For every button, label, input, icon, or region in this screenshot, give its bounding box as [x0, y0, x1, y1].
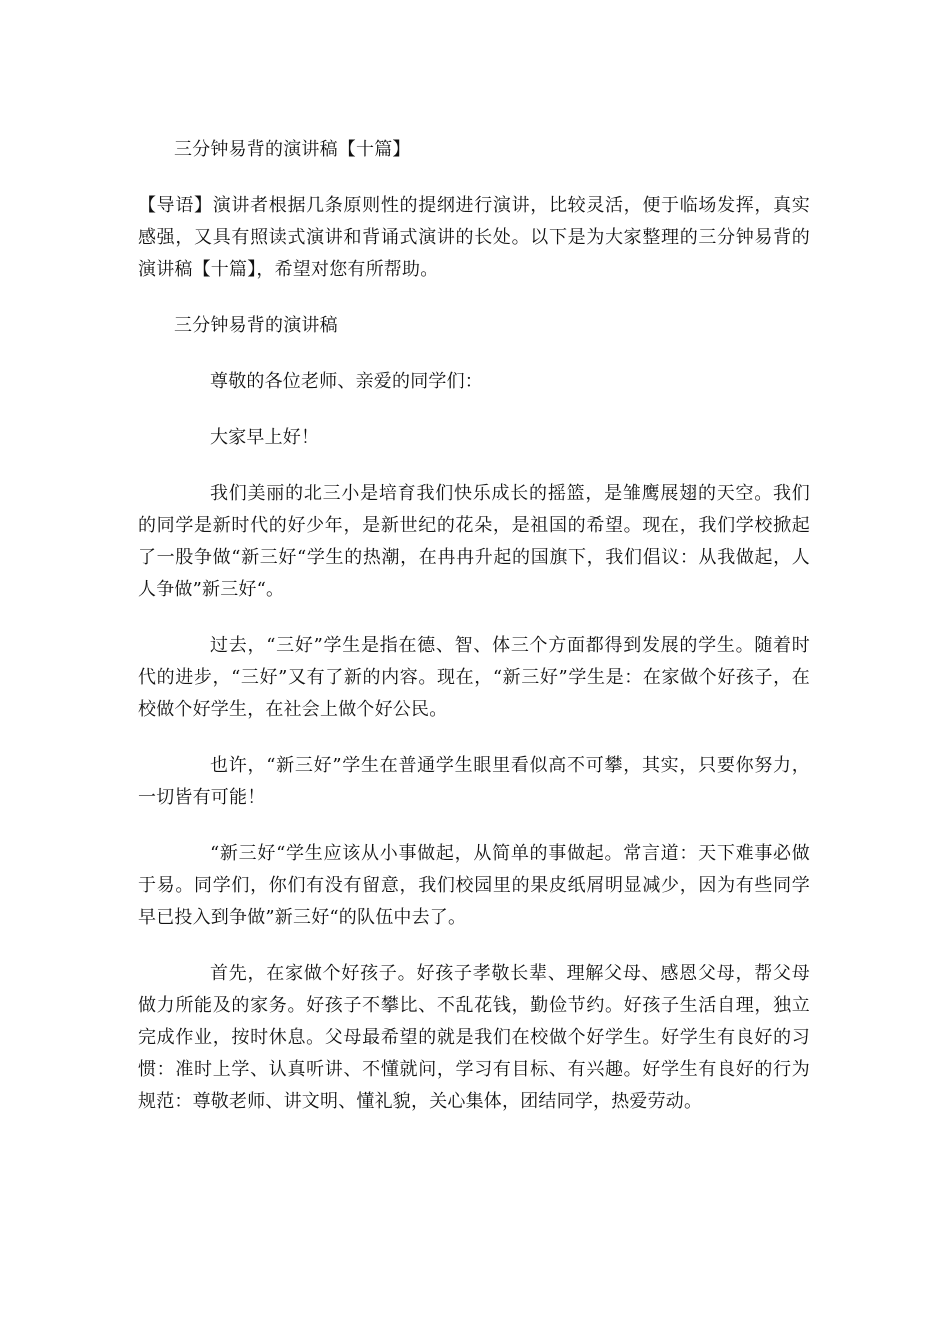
greeting: 大家早上好！	[210, 427, 320, 448]
lead-paragraph: 【导语】演讲者根据几条原则性的提纲进行演讲，比较灵活，便于临场发挥，真实感强，又具有照读式演讲和背诵式演讲的长处。以下是为大家整理的三分钟易背的演讲稿【十篇】，希望对您有所帮助。	[138, 195, 810, 280]
salutation: 尊敬的各位老师、亲爱的同学们：	[210, 371, 483, 392]
section-title: 三分钟易背的演讲稿	[174, 315, 338, 336]
body-paragraph: “新三好“学生应该从小事做起，从简单的事做起。常言道：天下难事必做于易。同学们，你们有没有留意，我们校园里的果皮纸屑明显减少，因为有些同学早已投入到争做”新三好“的队伍中去了。	[138, 843, 810, 928]
document-title: 三分钟易背的演讲稿【十篇】	[174, 139, 411, 160]
body-paragraph: 过去，“三好”学生是指在德、智、体三个方面都得到发展的学生。随着时代的进步，“三好”又有了新的内容。现在，“新三好”学生是：在家做个好孩子，在校做个好学生，在社会上做个好公民。	[138, 635, 810, 720]
body-paragraph: 我们美丽的北三小是培育我们快乐成长的摇篮，是雏鹰展翅的天空。我们的同学是新时代的好少年，是新世纪的花朵，是祖国的希望。现在，我们学校掀起了一股争做“新三好“学生的热潮，在冉冉升起的国旗下，我们倡议：从我做起，人人争做”新三好“。	[138, 483, 810, 600]
document-body	[138, 134, 810, 1142]
body-paragraph: 也许，“新三好”学生在普通学生眼里看似高不可攀，其实，只要你努力，一切皆有可能！	[138, 755, 810, 808]
body-paragraph: 首先，在家做个好孩子。好孩子孝敬长辈、理解父母、感恩父母，帮父母做力所能及的家务。好孩子不攀比、不乱花钱，勤俭节约。好孩子生活自理，独立完成作业，按时休息。父母最希望的就是我们在校做个好学生。好学生有良好的习惯：准时上学、认真听讲、不懂就问，学习有目标、有兴趣。好学生有良好的行为规范：尊敬老师、讲文明、懂礼貌，关心集体，团结同学，热爱劳动。	[138, 963, 810, 1112]
